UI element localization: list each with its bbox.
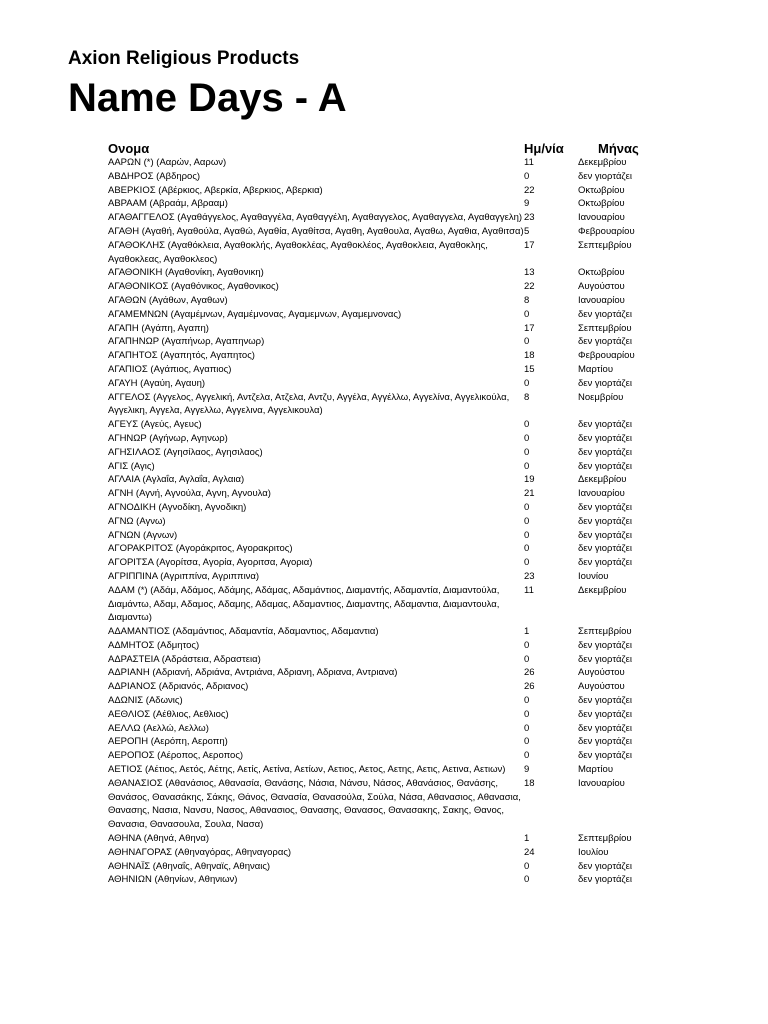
table-row [108, 308, 668, 322]
day-cell: 0 [524, 170, 530, 182]
table-row [108, 515, 668, 529]
column-header-day: Ημ/νία [524, 141, 564, 156]
month-cell: δεν γιορτάζει [578, 170, 632, 182]
name-cell: ΑΓΑΠΗΝΩΡ (Αγαπήνωρ, Αγαπηνωρ) [108, 336, 265, 348]
table-row [108, 391, 668, 419]
table-row [108, 460, 668, 474]
month-cell: Δεκεμβρίου [578, 157, 627, 168]
table-row [108, 846, 668, 860]
day-cell: 0 [524, 557, 530, 569]
table-row [108, 363, 668, 377]
name-cell: ΑΔΡΙΑΝΗ (Αδριανή, Αδριάνα, Αντριάνα, Αδριανη, Αδριανα, Αντριανα) [108, 667, 398, 679]
day-cell: 15 [524, 363, 535, 375]
name-cell: ΑΓΝΗ (Αγνή, Αγνούλα, Αγνη, Αγνουλα) [108, 488, 271, 500]
day-cell: 0 [524, 736, 530, 748]
table-row [108, 501, 668, 515]
table-row [108, 446, 668, 460]
name-cell: ΑΓΗΣΙΛΑΟΣ (Αγησίλαος, Αγησιλαος) [108, 446, 263, 458]
name-cell: ΑΓΑΥΗ (Αγαύη, Αγαυη) [108, 377, 206, 389]
name-cell: ΑΔΑΜΑΝΤΙΟΣ (Αδαμάντιος, Αδαμαντία, Αδαμαντιος, Αδαμαντια) [108, 626, 379, 638]
day-cell: 0 [524, 501, 530, 513]
day-cell: 17 [524, 322, 535, 334]
name-days-table [108, 156, 668, 887]
name-cell: ΑΓΓΕΛΟΣ (Αγγελος, Αγγελική, Αντζελα, Ατζελα, Αντζυ, Αγγέλα, Αγγέλλω, Αγγελίνα, Αγγελικούλα, Αγγελικη, Αγγελα, Αγγελλω, Αγγελινα, Αγγελικουλα) [108, 391, 510, 417]
table-row [108, 211, 668, 225]
month-cell: δεν γιορτάζει [578, 653, 632, 665]
name-cell: ΑΓΝΩ (Αγνω) [108, 515, 166, 527]
day-cell: 11 [524, 157, 534, 168]
name-cell: ΑΕΡΟΠΗ (Αερόπη, Αεροπη) [108, 736, 228, 748]
month-cell: δεν γιορτάζει [578, 639, 632, 651]
day-cell: 0 [524, 695, 530, 707]
month-cell: δεν γιορτάζει [578, 750, 632, 762]
month-cell: Οκτωβρίου [578, 198, 625, 210]
month-cell: Ιανουαρίου [578, 212, 625, 224]
month-cell: δεν γιορτάζει [578, 460, 632, 472]
day-cell: 11 [524, 584, 534, 596]
day-cell: 1 [524, 833, 530, 845]
name-cell: ΑΘΗΝΙΩΝ (Αθηνίων, Αθηνιων) [108, 874, 238, 886]
name-cell: ΑΓΕΥΣ (Αγεύς, Αγευς) [108, 419, 202, 431]
month-cell: δεν γιορτάζει [578, 695, 632, 707]
month-cell: Σεπτεμβρίου [578, 239, 632, 251]
month-cell: δεν γιορτάζει [578, 736, 632, 748]
name-cell: ΑΘΗΝΑΪΣ (Αθηναΐς, Αθηναϊς, Αθηναις) [108, 860, 271, 872]
table-row [108, 322, 668, 336]
name-cell: ΑΘΑΝΑΣΙΟΣ (Αθανάσιος, Αθανασία, Θανάσης, Νάσια, Νάνσυ, Νάσος, Αθανάσιος, Θανάσης, Θανάσος, Θανασάκης, Σάκης, Θάνος, Θανασία, Θανασούλα, Σούλα, Νάσα, Αθανασιος, Αθανασια, Θανασης, Νασια, Νανσυ, Νασος, Αθανασιος, Θανασης, Θανασος, Θανασακης, Σακης, Θανος, Θανασια, Θανασουλα, Σουλα, Νασα) [108, 777, 521, 831]
month-cell: Δεκεμβρίου [578, 584, 627, 596]
name-cell: ΑΓΗΝΩΡ (Αγήνωρ, Αγηνωρ) [108, 432, 228, 444]
day-cell: 0 [524, 543, 530, 555]
table-row [108, 377, 668, 391]
day-cell: 0 [524, 708, 530, 720]
month-cell: δεν γιορτάζει [578, 446, 632, 458]
month-cell: Σεπτεμβρίου [578, 322, 632, 334]
day-cell: 19 [524, 474, 535, 486]
month-cell: Φεβρουαρίου [578, 225, 635, 237]
table-row [108, 487, 668, 501]
table-row [108, 860, 668, 874]
table-row [108, 156, 668, 170]
month-cell: Δεκεμβρίου [578, 474, 627, 486]
day-cell: 0 [524, 432, 530, 444]
name-cell: ΑΓΑΘΩΝ (Αγάθων, Αγαθων) [108, 294, 228, 306]
day-cell: 0 [524, 419, 530, 431]
table-row [108, 170, 668, 184]
month-cell: δεν γιορτάζει [578, 860, 632, 872]
table-row [108, 722, 668, 736]
table-row [108, 556, 668, 570]
day-cell: 26 [524, 681, 535, 693]
name-cell: ΑΒΡΑΑΜ (Αβραάμ, Αβρααμ) [108, 198, 228, 210]
day-cell: 0 [524, 336, 530, 348]
name-cell: ΑΕΛΛΩ (Αελλώ, Αελλω) [108, 722, 209, 734]
name-cell: ΑΓΝΩΝ (Αγνων) [108, 529, 178, 541]
day-cell: 23 [524, 212, 535, 224]
day-cell: 21 [524, 488, 535, 500]
table-row [108, 197, 668, 211]
month-cell: δεν γιορτάζει [578, 377, 632, 389]
name-cell: ΑΓΛΑΙΑ (Αγλαΐα, Αγλαΐα, Αγλαια) [108, 474, 245, 486]
name-cell: ΑΑΡΩΝ (*) (Ααρών, Ααρων) [108, 157, 227, 168]
month-cell: δεν γιορτάζει [578, 722, 632, 734]
table-row [108, 735, 668, 749]
day-cell: 0 [524, 377, 530, 389]
month-cell: δεν γιορτάζει [578, 432, 632, 444]
table-row [108, 749, 668, 763]
name-cell: ΑΓΑΘΑΓΓΕΛΟΣ (Αγαθάγγελος, Αγαθαγγέλα, Αγαθαγγέλη, Αγαθαγγελος, Αγαθαγγελα, Αγαθαγγελη) [108, 212, 523, 224]
name-cell: ΑΘΗΝΑΓΟΡΑΣ (Αθηναγόρας, Αθηναγορας) [108, 846, 292, 858]
name-cell: ΑΒΔΗΡΟΣ (Αβδηρος) [108, 170, 201, 182]
name-cell: ΑΓΑΘΟΝΙΚΟΣ (Αγαθόνικος, Αγαθονικος) [108, 281, 279, 293]
day-cell: 0 [524, 446, 530, 458]
day-cell: 0 [524, 874, 530, 886]
day-cell: 9 [524, 198, 530, 210]
name-cell: ΑΓΝΟΔΙΚΗ (Αγνοδίκη, Αγνοδικη) [108, 501, 247, 513]
table-row [108, 873, 668, 887]
name-cell: ΑΔΩΝΙΣ (Αδωνις) [108, 695, 183, 707]
name-cell: ΑΔΡΙΑΝΟΣ (Αδριανός, Αδριανος) [108, 681, 249, 693]
day-cell: 22 [524, 184, 535, 196]
table-row [108, 708, 668, 722]
name-cell: ΑΒΕΡΚΙΟΣ (Αβέρκιος, Αβερκία, Αβερκιος, Αβερκια) [108, 184, 323, 196]
table-row [108, 335, 668, 349]
name-cell: ΑΔΑΜ (*) (Αδάμ, Αδάμος, Αδάμης, Αδάμας, Αδαμάντιος, Διαμαντής, Αδαμαντία, Διαμαντούλα, Διαμάντω, Αδαμ, Αδαμος, Αδαμης, Αδαμας, Αδαμαντιος, Διαμαντης, Αδαμαντια, Διαμαντουλα, Διαμαντω) [108, 584, 500, 624]
month-cell: Ιανουαρίου [578, 777, 625, 789]
month-cell: Μαρτίου [578, 764, 614, 776]
day-cell: 0 [524, 722, 530, 734]
table-row [108, 529, 668, 543]
table-row [108, 542, 668, 556]
table-row [108, 625, 668, 639]
table-row [108, 653, 668, 667]
month-cell: δεν γιορτάζει [578, 336, 632, 348]
month-cell: δεν γιορτάζει [578, 529, 632, 541]
month-cell: Μαρτίου [578, 363, 614, 375]
day-cell: 1 [524, 626, 530, 638]
table-row [108, 763, 668, 777]
month-cell: Σεπτεμβρίου [578, 833, 632, 845]
day-cell: 18 [524, 777, 535, 789]
month-cell: δεν γιορτάζει [578, 874, 632, 886]
table-row [108, 266, 668, 280]
name-cell: ΑΔΜΗΤΟΣ (Αδμητος) [108, 639, 200, 651]
page-title: Name Days - A [68, 76, 347, 120]
day-cell: 18 [524, 350, 535, 362]
name-cell: ΑΓΑΠΙΟΣ (Αγάπιος, Αγαπιος) [108, 363, 232, 375]
month-cell: δεν γιορτάζει [578, 543, 632, 555]
table-row [108, 225, 668, 239]
column-header-month: Μήνας [598, 141, 639, 156]
table-row [108, 832, 668, 846]
name-cell: ΑΓΑΜΕΜΝΩΝ (Αγαμέμνων, Αγαμέμνονας, Αγαμεμνων, Αγαμεμνονας) [108, 308, 402, 320]
day-cell: 17 [524, 239, 535, 251]
month-cell: Σεπτεμβρίου [578, 626, 632, 638]
name-cell: ΑΓΑΠΗΤΟΣ (Αγαπητός, Αγαπητος) [108, 350, 255, 362]
name-cell: ΑΓΑΘΟΝΙΚΗ (Αγαθονίκη, Αγαθονικη) [108, 267, 264, 279]
day-cell: 8 [524, 294, 530, 306]
day-cell: 8 [524, 391, 530, 403]
day-cell: 0 [524, 515, 530, 527]
name-cell: ΑΓΡΙΠΠΙΝΑ (Αγριππίνα, Αγριππινα) [108, 570, 260, 582]
table-row [108, 584, 668, 625]
month-cell: δεν γιορτάζει [578, 708, 632, 720]
name-cell: ΑΕΡΟΠΟΣ (Αέροπος, Αεροπος) [108, 750, 244, 762]
day-cell: 0 [524, 653, 530, 665]
name-cell: ΑΓΑΘΟΚΛΗΣ (Αγαθόκλεια, Αγαθοκλής, Αγαθοκλέας, Αγαθοκλέος, Αγαθοκλεια, Αγαθοκλης, Αγαθοκλεας, Αγαθοκλεος) [108, 239, 488, 265]
column-header-name: Ονομα [108, 141, 150, 156]
month-cell: Αυγούστου [578, 667, 625, 679]
table-row [108, 680, 668, 694]
day-cell: 0 [524, 860, 530, 872]
month-cell: δεν γιορτάζει [578, 308, 632, 320]
table-row [108, 349, 668, 363]
name-cell: ΑΓΑΘΗ (Αγαθή, Αγαθούλα, Αγαθώ, Αγαθία, Αγαθίτσα, Αγαθη, Αγαθουλα, Αγαθω, Αγαθια, Αγαθιτσα) [108, 225, 524, 237]
day-cell: 0 [524, 460, 530, 472]
month-cell: Αυγούστου [578, 281, 625, 293]
day-cell: 22 [524, 281, 535, 293]
name-cell: ΑΘΗΝΑ (Αθηνά, Αθηνα) [108, 833, 210, 845]
name-cell: ΑΓΟΡΑΚΡΙΤΟΣ (Αγοράκριτος, Αγορακριτος) [108, 543, 293, 555]
day-cell: 9 [524, 764, 530, 776]
name-cell: ΑΓΑΠΗ (Αγάπη, Αγαπη) [108, 322, 209, 334]
table-row [108, 294, 668, 308]
table-row [108, 666, 668, 680]
name-cell: ΑΔΡΑΣΤΕΙΑ (Αδράστεια, Αδραστεια) [108, 653, 261, 665]
day-cell: 0 [524, 639, 530, 651]
day-cell: 13 [524, 267, 535, 279]
table-row [108, 777, 668, 832]
month-cell: Ιανουαρίου [578, 488, 625, 500]
day-cell: 24 [524, 846, 535, 858]
month-cell: Ιουλίου [578, 846, 609, 858]
day-cell: 0 [524, 750, 530, 762]
month-cell: Οκτωβρίου [578, 184, 625, 196]
table-row [108, 432, 668, 446]
month-cell: Ιανουαρίου [578, 294, 625, 306]
name-cell: ΑΕΘΛΙΟΣ (Αέθλιος, Αεθλιος) [108, 708, 229, 720]
month-cell: Οκτωβρίου [578, 267, 625, 279]
day-cell: 23 [524, 570, 535, 582]
table-row [108, 280, 668, 294]
table-row [108, 639, 668, 653]
day-cell: 5 [524, 225, 530, 237]
table-row [108, 570, 668, 584]
table-row [108, 184, 668, 198]
month-cell: δεν γιορτάζει [578, 501, 632, 513]
day-cell: 0 [524, 308, 530, 320]
month-cell: δεν γιορτάζει [578, 557, 632, 569]
name-cell: ΑΓΙΣ (Αγις) [108, 460, 155, 472]
day-cell: 0 [524, 529, 530, 541]
table-row [108, 473, 668, 487]
month-cell: Αυγούστου [578, 681, 625, 693]
table-row [108, 694, 668, 708]
table-row [108, 418, 668, 432]
month-cell: Νοεμβρίου [578, 391, 624, 403]
name-cell: ΑΓΟΡΙΤΣΑ (Αγορίτσα, Αγορία, Αγοριτσα, Αγορια) [108, 557, 313, 569]
company-name: Axion Religious Products [68, 48, 300, 69]
name-cell: ΑΕΤΙΟΣ (Αέτιος, Αετός, Αέτης, Αετίς, Αετίνα, Αετίων, Αετιος, Αετος, Αετης, Αετις, Αετινα, Αετιων) [108, 764, 506, 776]
month-cell: Ιουνίου [578, 570, 609, 582]
table-row [108, 239, 668, 267]
day-cell: 26 [524, 667, 535, 679]
month-cell: δεν γιορτάζει [578, 419, 632, 431]
month-cell: δεν γιορτάζει [578, 515, 632, 527]
month-cell: Φεβρουαρίου [578, 350, 635, 362]
